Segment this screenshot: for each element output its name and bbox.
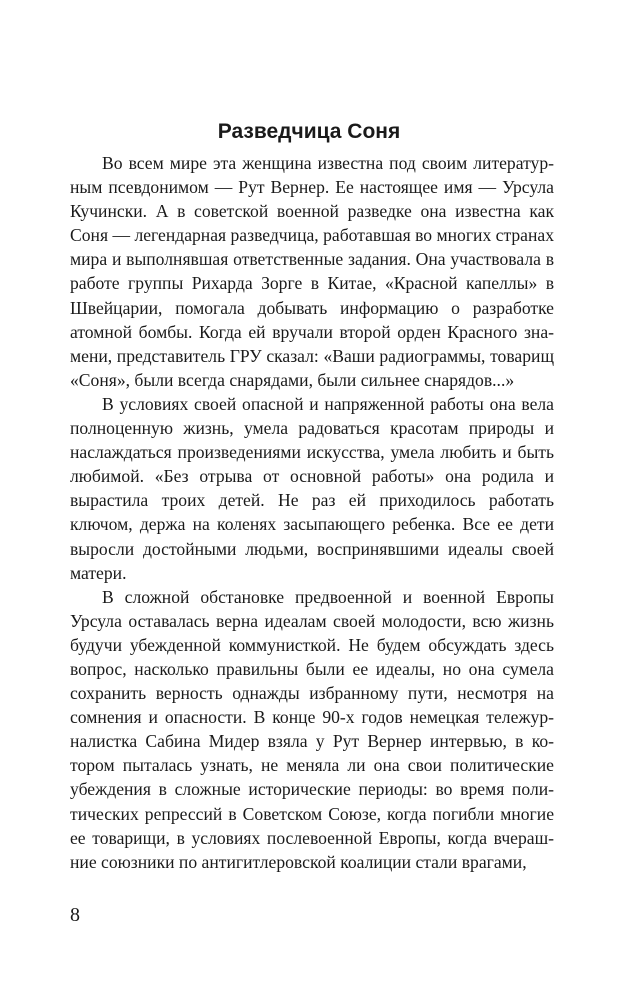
- paragraph: В условиях своей опасной и напряженной работы она вела полноценную жизнь, умела радоваться красотам природы и наслаждаться произведениями искусства, умела любить и быть любимой. «Без отрыва от основной работы» она родила и вырастила троих детей. Не раз ей приходилось работать ключом, держа на коленях засыпающего ребенка. Все ее дети выросли достойными людьми, воспринявшими идеалы своей матери.: [70, 393, 554, 583]
- paragraph: В сложной обстановке предвоенной и военной Европы Урсула оставалась верна идеалам своей молодости, всю жизнь будучи убежденной коммунисткой. Не будем обсуждать здесь вопрос, насколько правильны были ее идеалы, но она сумела сохранить верность однажды избранному пути, несмотря на сомнения и опасности. В конце 90-х годов немецкая тележурналистка Сабина Мидер взяла у Рут Вернер интервью, в котором пыталась узнать, не меняла ли она свои политические убеждения в сложные исторические периоды: во время политических репрессий в Советском Союзе, когда погибли многие ее товарищи, в условиях послевоенной Европы, когда вчерашние союзники по антигитлеровской коалиции стали врагами,: [70, 586, 554, 872]
- chapter-title: Разведчица Соня: [217, 120, 401, 143]
- paragraph: Во всем мире эта женщина известна под своим литературным псевдонимом — Рут Вернер. Ее настоящее имя — Урсула Кучински. А в советской военной разведке она известна как Соня — легендарная разведчица, работавшая во многих странах мира и выполнявшая ответственные задания. Она участвовала в работе группы Рихарда Зорге в Китае, «Красной капеллы» в Швейцарии, помогала добывать информацию о разработке атомной бомбы. Когда ей вручали второй орден Красного знамени, представитель ГРУ сказал: «Ваши радиограммы, товарищ «Соня», были всегда снарядами, были сильнее снарядов...»: [70, 153, 554, 390]
- body-text: [70, 151, 554, 874]
- page-number: 8: [70, 904, 80, 926]
